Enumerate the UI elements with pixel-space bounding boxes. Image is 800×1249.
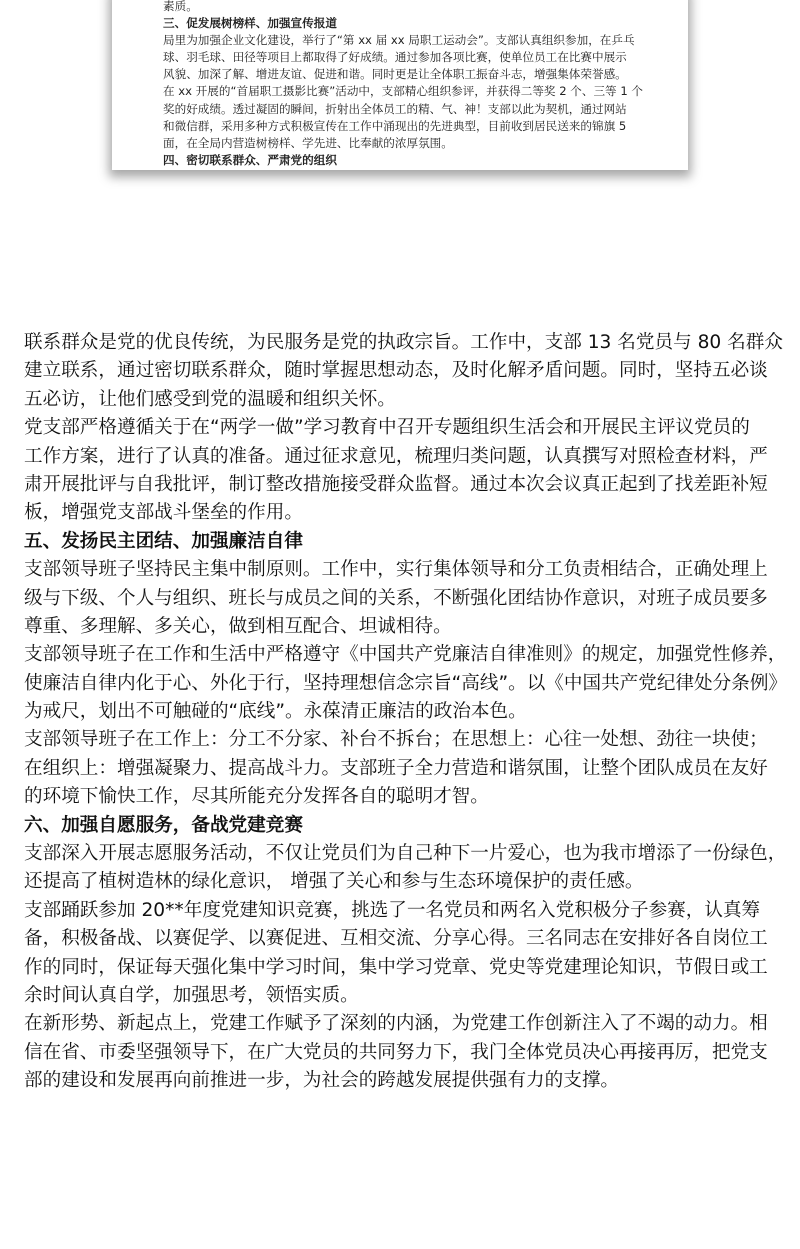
text-line: 支部领导班子在工作和生活中严格遵守《中国共产党廉洁自律准则》的规定，加强党性修养，	[24, 644, 787, 666]
text-line: 的环境下愉快工作，尽其所能充分发挥各自的聪明才智。	[24, 786, 489, 808]
text-line: 支部深入开展志愿服务活动，不仅让党员们为自己种下一片爱心，也为我市增添了一份绿色，	[24, 843, 787, 865]
text-line: 球、羽毛球、田径等项目上都取得了好成绩。通过参加各项比赛，使单位员工在比赛中展示	[163, 50, 627, 65]
text-line: 余时间认真自学，加强思考，领悟实质。	[24, 984, 359, 1006]
text-line: 还提高了植树造林的绿化意识， 增强了关心和参与生态环境保护的责任感。	[24, 871, 644, 893]
text-line: 在 xx 开展的“首届职工摄影比赛”活动中，支部精心组织参评，并获得二等奖 2 个、三等 1 个	[163, 84, 643, 99]
section-heading: 六、加强自愿服务，备战党建竞赛	[24, 814, 303, 836]
text-line: 五必访，让他们感受到党的温暖和组织关怀。	[24, 388, 396, 410]
text-line: 工作方案，进行了认真的准备。通过征求意见，梳理归类问题，认真撰写对照检查材料，严	[24, 445, 768, 467]
text-line: 级与下级、个人与组织、班长与成员之间的关系，不断强化团结协作意识，对班子成员要多	[24, 587, 768, 609]
text-line: 肃开展批评与自我批评，制订整改措施接受群众监督。通过本次会议真正起到了找差距补短	[24, 473, 768, 495]
section-heading: 五、发扬民主团结、加强廉洁自律	[24, 530, 303, 552]
text-line: 素质。	[163, 0, 198, 13]
document-body	[24, 329, 788, 1096]
text-line: 党支部严格遵循关于在“两学一做”学习教育中召开专题组织生活会和开展民主评议党员的	[24, 417, 750, 439]
text-line: 在新形势、新起点上，党建工作赋予了深刻的内涵，为党建工作创新注入了不竭的动力。相	[24, 1013, 768, 1035]
text-line: 支部踊跃参加 20**年度党建知识竞赛，挑选了一名党员和两名入党积极分子参赛，认真筹	[24, 899, 761, 921]
section-heading: 四、密切联系群众、严肃党的组织	[163, 152, 337, 167]
text-line: 使廉洁自律内化于心、外化于行，坚持理想信念宗旨“高线”。以《中国共产党纪律处分条例》	[24, 672, 788, 694]
document-preview-card	[112, 0, 688, 170]
text-line: 信在省、市委坚强领导下，在广大党员的共同努力下，我门全体党员决心再接再厉，把党支	[24, 1041, 768, 1063]
text-line: 建立联系，通过密切联系群众，随时掌握思想动态，及时化解矛盾问题。同时，坚持五必谈	[24, 360, 768, 382]
text-line: 和微信群，采用多种方式积极宣传在工作中涌现出的先进典型，目前收到居民送来的锦旗 5	[163, 118, 627, 133]
section-heading: 三、促发展树榜样、加强宣传报道	[163, 16, 337, 31]
text-line: 在组织上：增强凝聚力、提高战斗力。支部班子全力营造和谐氛围，让整个团队成员在友好	[24, 757, 768, 779]
text-line: 尊重、多理解、多关心，做到相互配合、坦诚相待。	[24, 615, 452, 637]
text-line: 为戒尺，划出不可触碰的“底线”。永葆清正廉洁的政治本色。	[24, 701, 527, 723]
text-line: 板，增强党支部战斗堡垒的作用。	[24, 502, 303, 524]
text-line: 奖的好成绩。透过凝固的瞬间，折射出全体员工的精、气、神！支部以此为契机，通过网站	[163, 101, 627, 116]
text-line: 部的建设和发展再向前推进一步，为社会的跨越发展提供强有力的支撑。	[24, 1070, 620, 1092]
text-line: 风貌、加深了解、增进友谊、促进和谐。同时更是让全体职工振奋斗志，增强集体荣誉感。	[163, 67, 627, 82]
text-line: 支部领导班子在工作上：分工不分家、补台不拆台；在思想上：心往一处想、劲往一块使；	[24, 729, 768, 751]
text-line: 面，在全局内营造树榜样、学先进、比奉献的浓厚氛围。	[163, 135, 453, 150]
text-line: 支部领导班子坚持民主集中制原则。工作中，实行集体领导和分工负责相结合，正确处理上	[24, 559, 768, 581]
preview-text	[163, 0, 673, 169]
text-line: 局里为加强企业文化建设，举行了“第 xx 届 xx 局职工运动会”。支部认真组织参加，在乒乓	[163, 33, 635, 48]
text-line: 联系群众是党的优良传统，为民服务是党的执政宗旨。工作中，支部 13 名党员与 80 名群众	[24, 332, 783, 353]
text-line: 备，积极备战、以赛促学、以赛促进、互相交流、分享心得。三名同志在安排好各自岗位工	[24, 928, 768, 950]
text-line: 作的同时，保证每天强化集中学习时间，集中学习党章、党史等党建理论知识，节假日或工	[24, 956, 768, 978]
